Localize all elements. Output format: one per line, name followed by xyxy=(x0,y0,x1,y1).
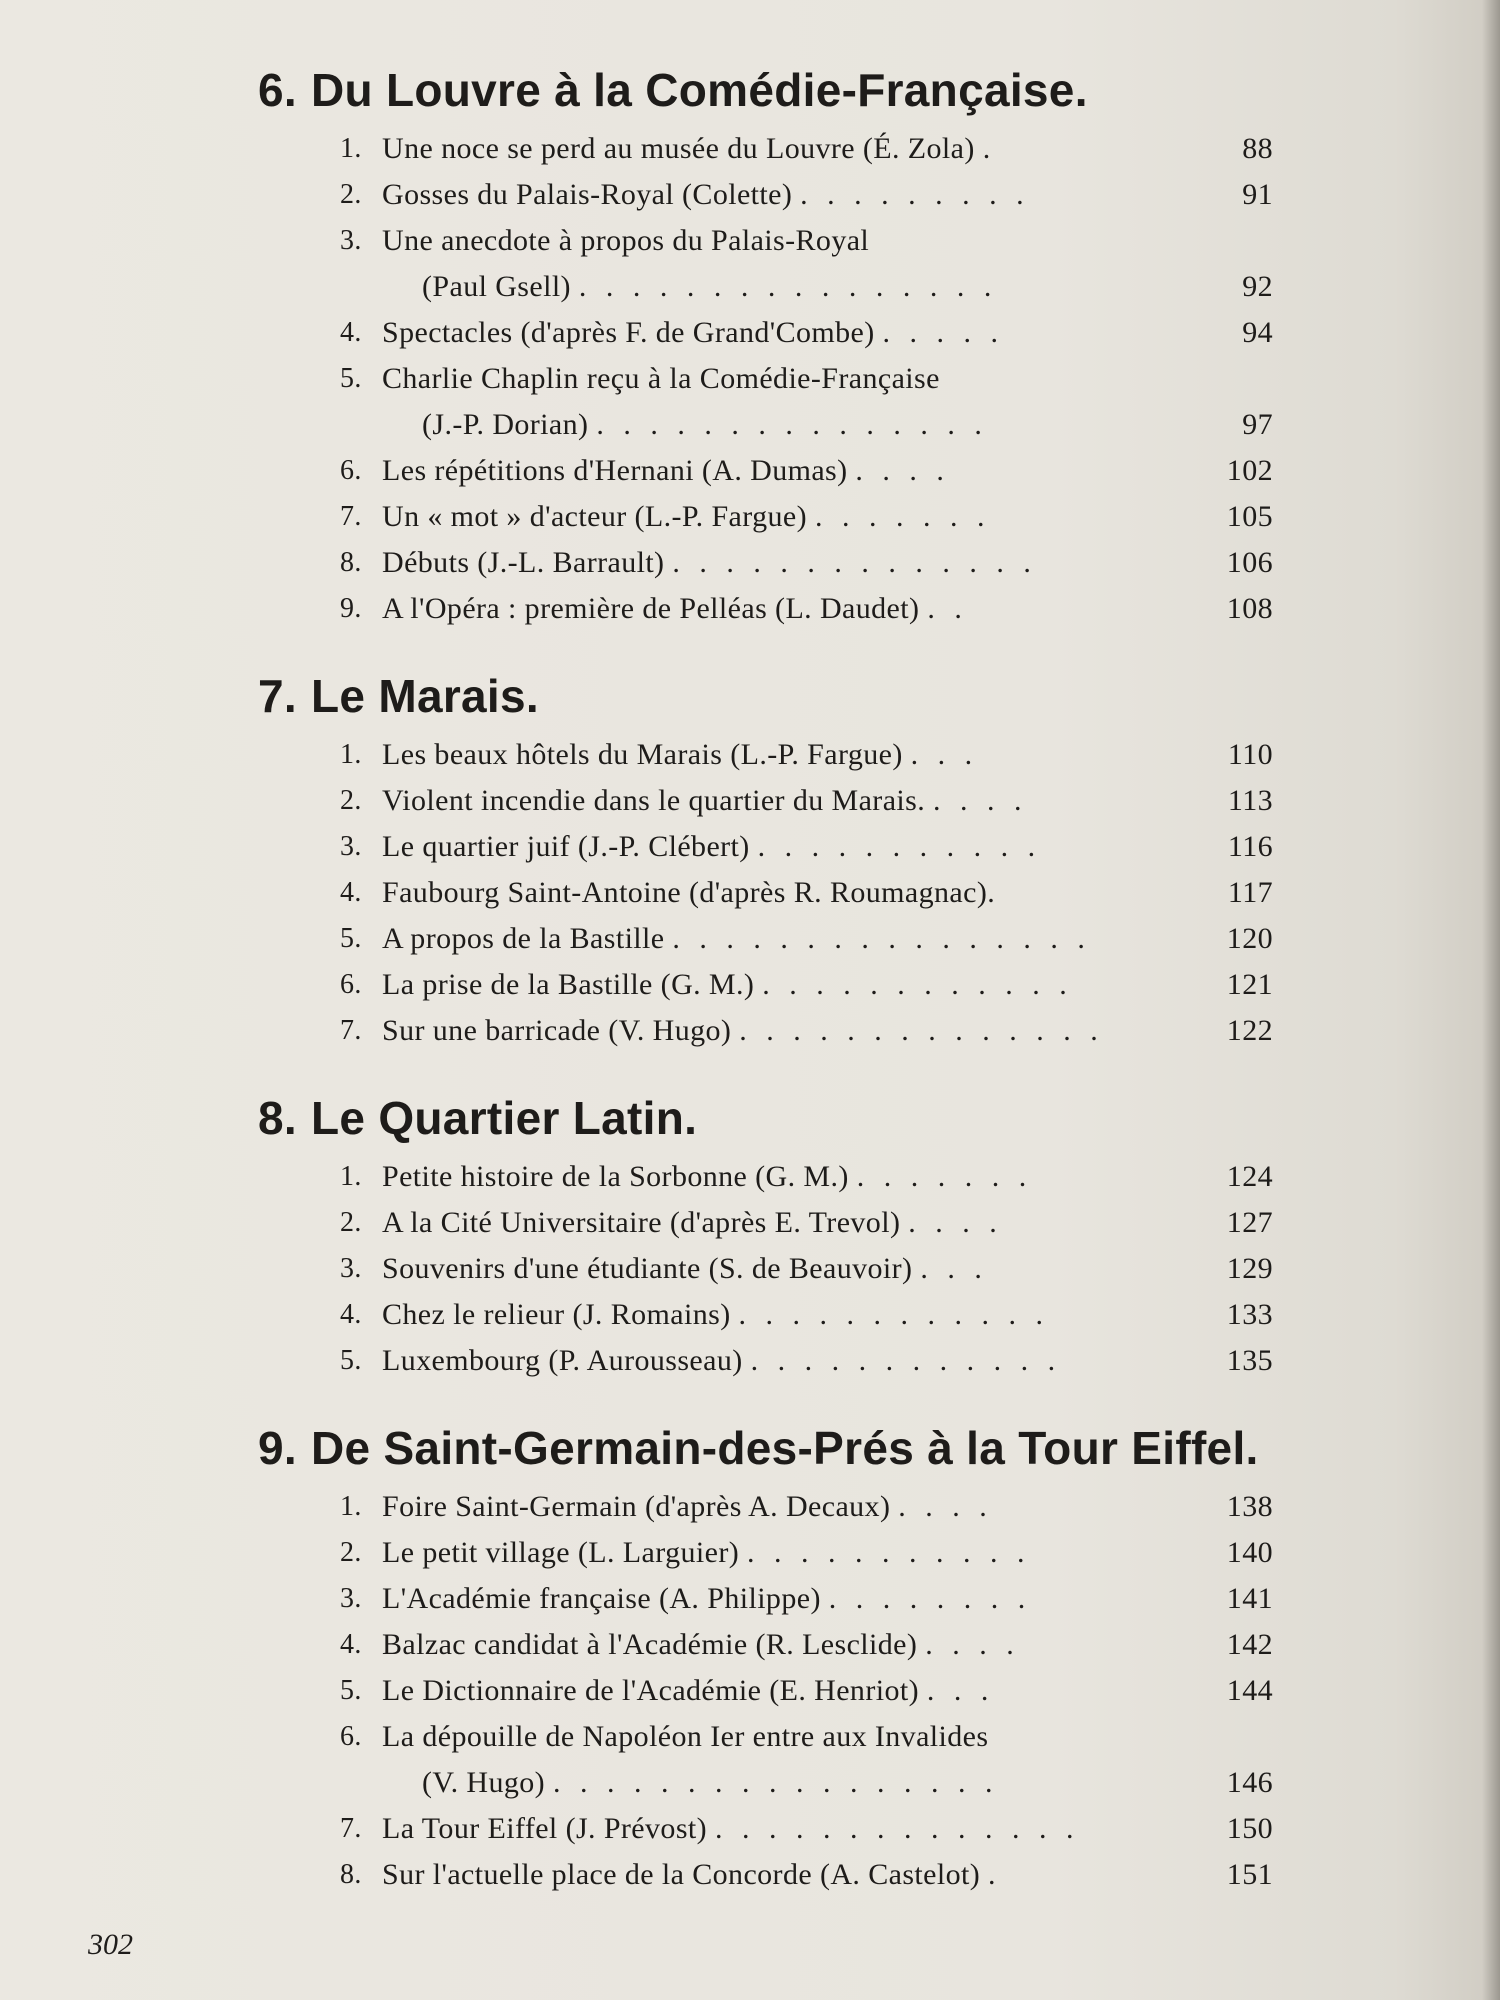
entry-title xyxy=(382,1668,994,1714)
toc-entry xyxy=(258,540,1273,586)
toc-entry xyxy=(258,1668,1273,1714)
entry-page: 133 xyxy=(1226,1298,1273,1331)
toc-entry xyxy=(258,916,1273,962)
entry-text: A propos de la Bastille xyxy=(382,922,665,955)
entry-text: Chez le relieur (J. Romains) xyxy=(382,1298,731,1331)
entry-number: 5. xyxy=(340,923,362,954)
entry-number: 4. xyxy=(340,1299,362,1330)
entry-number: 6. xyxy=(340,455,362,486)
entry-page: 120 xyxy=(1226,922,1273,955)
toc-entry xyxy=(258,356,1273,402)
entry-title xyxy=(382,494,990,540)
leader-dots: . . . . xyxy=(898,1490,993,1523)
entry-title xyxy=(382,962,1073,1008)
toc-entry xyxy=(258,1246,1273,1292)
entry-number: 2. xyxy=(340,785,362,816)
entry-text: Le Dictionnaire de l'Académie (E. Henriot) xyxy=(382,1674,919,1707)
page-gutter-shadow xyxy=(1482,0,1500,2000)
entry-title: La dépouille de Napoléon Ier entre aux Invalides xyxy=(382,1720,989,1753)
leader-dots: . . . . . . . . xyxy=(828,1582,1032,1615)
leader-dots: . . . . . . . . . . . . . . . xyxy=(596,408,988,441)
leader-dots: . . . . . xyxy=(882,316,1005,349)
entry-number: 3. xyxy=(340,831,362,862)
entry-page: 150 xyxy=(1226,1812,1273,1845)
entry-title-continuation xyxy=(422,402,988,448)
leader-dots: . . . . xyxy=(933,784,1028,817)
entry-page: 121 xyxy=(1226,968,1273,1001)
leader-dots: . . . . . . . xyxy=(856,1160,1033,1193)
entry-title xyxy=(382,1246,988,1292)
toc-entry xyxy=(258,1622,1273,1668)
toc-entry xyxy=(258,586,1273,632)
section-6 xyxy=(258,60,1283,632)
entry-text: Le petit village (L. Larguier) xyxy=(382,1536,740,1569)
toc-entry xyxy=(258,218,1273,264)
entry-number: 4. xyxy=(340,1629,362,1660)
leader-dots: . . . xyxy=(926,1674,995,1707)
entry-page: 141 xyxy=(1226,1582,1273,1615)
entry-number: 6. xyxy=(340,969,362,1000)
entry-text-continuation: (J.-P. Dorian) xyxy=(422,408,589,441)
entry-text: Une noce se perd au musée du Louvre (É. Zola) xyxy=(382,132,975,165)
entry-text: A l'Opéra : première de Pelléas (L. Daudet) xyxy=(382,592,920,625)
entry-text: Souvenirs d'une étudiante (S. de Beauvoir) xyxy=(382,1252,913,1285)
entry-page: 102 xyxy=(1226,454,1273,487)
entry-title xyxy=(382,310,1004,356)
entry-title xyxy=(382,1338,1061,1384)
entry-text: Débuts (J.-L. Barrault) xyxy=(382,546,665,579)
entry-page: 127 xyxy=(1226,1206,1273,1239)
entry-title xyxy=(382,1200,1003,1246)
leader-dots: . . . . . . . . . . . . . . . . xyxy=(578,270,998,303)
entry-page: 106 xyxy=(1226,546,1273,579)
entry-number: 8. xyxy=(340,1859,362,1890)
entry-page: 105 xyxy=(1226,500,1273,533)
toc-entry xyxy=(258,1008,1273,1054)
entry-number: 7. xyxy=(340,501,362,532)
entry-number: 9. xyxy=(340,593,362,624)
entry-number: 3. xyxy=(340,225,362,256)
leader-dots: . . . . . . . . . . . . . . xyxy=(672,546,1037,579)
entry-title xyxy=(382,448,950,494)
entry-title xyxy=(382,1806,1079,1852)
entry-number: 2. xyxy=(340,1537,362,1568)
entry-page: 144 xyxy=(1226,1674,1273,1707)
entry-text: Foire Saint-Germain (d'après A. Decaux) xyxy=(382,1490,891,1523)
toc-entry-continuation xyxy=(258,1760,1273,1806)
entry-page: 140 xyxy=(1226,1536,1273,1569)
entry-text: Sur une barricade (V. Hugo) xyxy=(382,1014,732,1047)
entry-page: 129 xyxy=(1226,1252,1273,1285)
entry-text: Sur l'actuelle place de la Concorde (A. Castelot) xyxy=(382,1858,981,1891)
leader-dots: . . . . xyxy=(908,1206,1003,1239)
leader-dots: . . . . xyxy=(855,454,950,487)
section-heading: Le Quartier Latin. xyxy=(310,1092,698,1144)
entry-title xyxy=(382,1154,1032,1200)
entry-number: 1. xyxy=(340,739,362,770)
toc-entry xyxy=(258,870,1273,916)
entry-number: 4. xyxy=(340,877,362,908)
entry-page: 138 xyxy=(1226,1490,1273,1523)
toc-entry xyxy=(258,962,1273,1008)
section-9 xyxy=(258,1418,1283,1898)
entry-page: 124 xyxy=(1226,1160,1273,1193)
entry-text: Les répétitions d'Hernani (A. Dumas) xyxy=(382,454,848,487)
entry-number: 7. xyxy=(340,1813,362,1844)
leader-dots: . . . . . . . . . xyxy=(800,178,1030,211)
entry-title xyxy=(382,540,1037,586)
toc-entry xyxy=(258,1154,1273,1200)
toc-entry xyxy=(258,1292,1273,1338)
leader-dots: . xyxy=(982,132,997,165)
section-number: 8. xyxy=(258,1092,297,1144)
entry-number: 5. xyxy=(340,1345,362,1376)
entry-number: 8. xyxy=(340,547,362,578)
entry-page: 146 xyxy=(1226,1766,1273,1799)
entry-page: 97 xyxy=(1242,408,1273,441)
entry-page: 92 xyxy=(1242,270,1273,303)
leader-dots: . . . . . . . . . . . . . . xyxy=(739,1014,1104,1047)
entry-number: 3. xyxy=(340,1253,362,1284)
table-of-contents xyxy=(258,60,1283,1898)
entry-page: 94 xyxy=(1242,316,1273,349)
entry-page: 142 xyxy=(1226,1628,1273,1661)
entry-title xyxy=(382,916,1091,962)
entry-title: Charlie Chaplin reçu à la Comédie-Française xyxy=(382,362,940,395)
entry-text: La prise de la Bastille (G. M.) xyxy=(382,968,755,1001)
entry-number: 2. xyxy=(340,179,362,210)
entry-title-continuation xyxy=(422,264,997,310)
toc-entry-continuation xyxy=(258,402,1273,448)
toc-entry xyxy=(258,448,1273,494)
section-title xyxy=(258,666,1283,726)
section-number: 7. xyxy=(258,670,297,722)
toc-entry xyxy=(258,1852,1273,1898)
leader-dots: . . . xyxy=(910,738,979,771)
leader-dots: . . . . . . . . . . . . xyxy=(750,1344,1062,1377)
entry-page: 117 xyxy=(1227,876,1273,909)
toc-entry xyxy=(258,1484,1273,1530)
leader-dots: . xyxy=(988,1858,1002,1891)
entry-text: Luxembourg (P. Aurousseau) xyxy=(382,1344,743,1377)
section-heading: Du Louvre à la Comédie-Française. xyxy=(310,64,1088,116)
section-title xyxy=(258,60,1283,120)
toc-entry xyxy=(258,1714,1273,1760)
toc-entry xyxy=(258,172,1273,218)
entry-title xyxy=(382,870,995,916)
entry-text: Balzac candidat à l'Académie (R. Lesclide) xyxy=(382,1628,918,1661)
entry-title xyxy=(382,586,968,632)
entry-title xyxy=(382,1530,1031,1576)
leader-dots: . . xyxy=(927,592,968,625)
entry-title-continuation xyxy=(422,1760,998,1806)
entry-number: 1. xyxy=(340,1161,362,1192)
entry-text-continuation: (V. Hugo) xyxy=(422,1766,546,1799)
entry-title xyxy=(382,1852,1002,1898)
entry-number: 4. xyxy=(340,317,362,348)
entry-text: Violent incendie dans le quartier du Marais. xyxy=(382,784,926,817)
toc-entry xyxy=(258,1576,1273,1622)
entry-title xyxy=(382,126,996,172)
entry-title xyxy=(382,172,1030,218)
section-title xyxy=(258,1088,1283,1148)
entry-page: 88 xyxy=(1242,132,1273,165)
entry-page: 135 xyxy=(1226,1344,1273,1377)
leader-dots: . . . . . . . . . . . . xyxy=(762,968,1073,1001)
entry-number: 3. xyxy=(340,1583,362,1614)
leader-dots: . . . . . . . . . . . . xyxy=(738,1298,1050,1331)
entry-text: Petite histoire de la Sorbonne (G. M.) xyxy=(382,1160,849,1193)
toc-entry xyxy=(258,824,1273,870)
entry-page: 110 xyxy=(1227,738,1273,771)
page-number: 302 xyxy=(88,1928,133,1961)
entry-text: L'Académie française (A. Philippe) xyxy=(382,1582,821,1615)
entry-text: Les beaux hôtels du Marais (L.-P. Fargue) xyxy=(382,738,903,771)
leader-dots: . . . . . . . . . . . . . . . . . xyxy=(552,1766,999,1799)
entry-number: 1. xyxy=(340,133,362,164)
entry-title: Une anecdote à propos du Palais-Royal xyxy=(382,224,870,257)
entry-title xyxy=(382,824,1041,870)
entry-page: 116 xyxy=(1227,830,1273,863)
toc-entry xyxy=(258,1806,1273,1852)
entry-title xyxy=(382,1484,993,1530)
toc-entry xyxy=(258,1200,1273,1246)
toc-entry xyxy=(258,310,1273,356)
entry-page: 113 xyxy=(1227,784,1273,817)
toc-entry xyxy=(258,126,1273,172)
leader-dots: . . . xyxy=(920,1252,988,1285)
leader-dots: . . . . xyxy=(925,1628,1020,1661)
entry-title xyxy=(382,1292,1049,1338)
toc-entry xyxy=(258,494,1273,540)
entry-title xyxy=(382,1576,1031,1622)
toc-entry xyxy=(258,732,1273,778)
entry-text: Le quartier juif (J.-P. Clébert) xyxy=(382,830,750,863)
entry-page: 108 xyxy=(1226,592,1273,625)
entry-number: 1. xyxy=(340,1491,362,1522)
section-7 xyxy=(258,666,1283,1054)
entry-text: La Tour Eiffel (J. Prévost) xyxy=(382,1812,708,1845)
entry-text-continuation: (Paul Gsell) xyxy=(422,270,571,303)
section-heading: De Saint-Germain-des-Prés à la Tour Eiffel. xyxy=(310,1422,1259,1474)
entry-text: Un « mot » d'acteur (L.-P. Fargue) xyxy=(382,500,808,533)
leader-dots: . . . . . . . xyxy=(814,500,991,533)
entry-page: 151 xyxy=(1226,1858,1273,1891)
entry-title xyxy=(382,1622,1020,1668)
leader-dots: . . . . . . . . . . . . . . . . xyxy=(672,922,1091,955)
leader-dots: . . . . . . . . . . . . . . xyxy=(714,1812,1080,1845)
section-heading: Le Marais. xyxy=(310,670,539,722)
toc-entry xyxy=(258,1530,1273,1576)
entry-number: 7. xyxy=(340,1015,362,1046)
toc-entry-continuation xyxy=(258,264,1273,310)
section-number: 6. xyxy=(258,64,297,116)
entry-page: 91 xyxy=(1242,178,1273,211)
entry-page: 122 xyxy=(1226,1014,1273,1047)
entry-number: 5. xyxy=(340,1675,362,1706)
toc-entry xyxy=(258,1338,1273,1384)
entry-title xyxy=(382,732,978,778)
entry-text: A la Cité Universitaire (d'après E. Trevol) xyxy=(382,1206,901,1239)
entry-number: 6. xyxy=(340,1721,362,1752)
section-title xyxy=(258,1418,1283,1478)
entry-title xyxy=(382,778,1028,824)
entry-number: 5. xyxy=(340,363,362,394)
section-8 xyxy=(258,1088,1283,1384)
entry-number: 2. xyxy=(340,1207,362,1238)
entry-text: Spectacles (d'après F. de Grand'Combe) xyxy=(382,316,875,349)
leader-dots: . . . . . . . . . . . xyxy=(747,1536,1031,1569)
entry-title xyxy=(382,1008,1104,1054)
leader-dots: . . . . . . . . . . . xyxy=(757,830,1042,863)
toc-entry xyxy=(258,778,1273,824)
entry-text: Faubourg Saint-Antoine (d'après R. Roumagnac). xyxy=(382,876,996,909)
entry-text: Gosses du Palais-Royal (Colette) xyxy=(382,178,793,211)
section-number: 9. xyxy=(258,1422,297,1474)
